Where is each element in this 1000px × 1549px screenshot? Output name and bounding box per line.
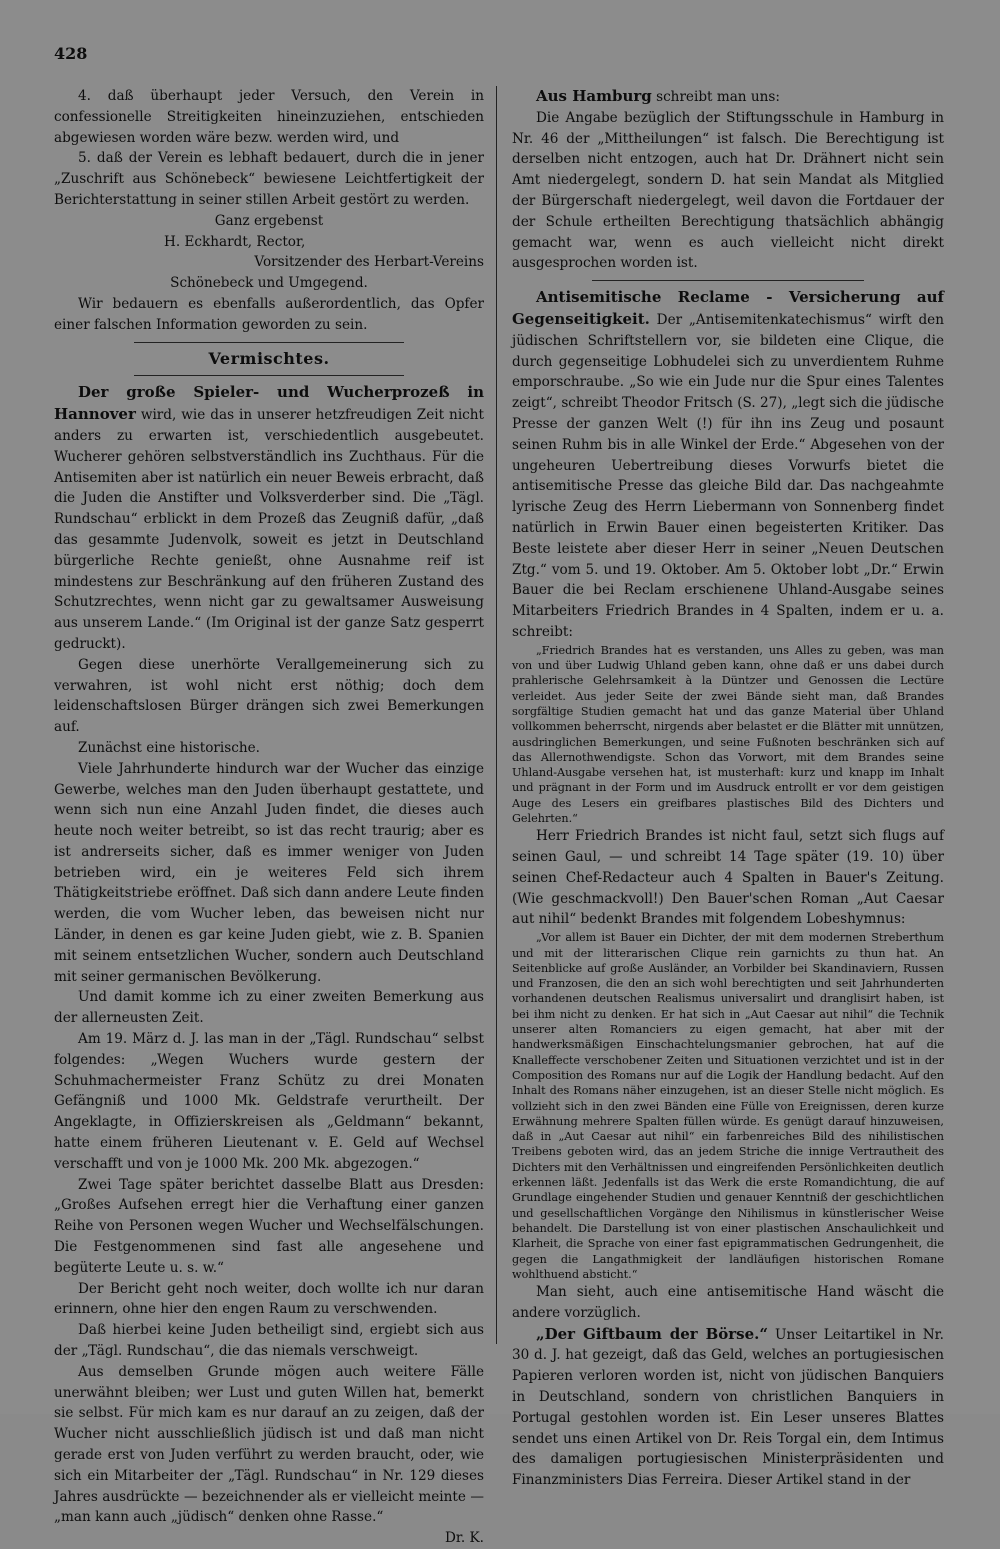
article-paragraph-8: Der Bericht geht noch weiter, doch wollte ich nur daran erinnern, ohne hier den engen Raum zu verschwenden. xyxy=(54,1280,484,1318)
giftbaum-body: Unser Leitartikel in Nr. 30 d. J. hat gezeigt, daß das Geld, welches an portugiesischen Papieren verloren worden ist, nicht von jüdischen Banquiers in Deutschland, sondern von christlichen Banquiers in Portugal gestohlen worden ist. Ein Leser unseres Blattes sendet uns einen Artikel von Dr. Reis Torgal ein, dem Intimus des damaligen portugiesischen Ministerpräsidenten und Finanzministers Dias Ferreira. Dieser Artikel stand in der xyxy=(512,1326,944,1489)
reclame-headline: Antisemitische Reclame - Versicherung auf Gegenseitigkeit. xyxy=(512,288,944,328)
hamburg-body: Die Angabe bezüglich der Stiftungsschule in Hamburg in Nr. 46 der „Mittheilungen“ ist falsch. Die Berechtigung ist derselben nicht entzogen, auch hat Dr. Drähnert nicht sein Amt niedergelegt, sondern D. hat sein Mandat als Mitglied der Bürgerschaft niedergelegt, weil davon die Fortdauer der der Schule ertheilten Berechtigung thatsächlich abhängig gemacht war, wenn es auch vielleicht nicht direkt ausgesprochen worden ist. xyxy=(512,109,944,272)
signature-greeting: Ganz ergebenst xyxy=(214,212,324,229)
right-column xyxy=(512,86,944,1491)
article-paragraph-5: Und damit komme ich zu einer zweiten Bemerkung aus der allerneusten Zeit. xyxy=(54,989,484,1027)
article-headline: Der große Spieler- und Wucherprozeß in Hannover xyxy=(54,383,484,424)
point-5-paragraph: 5. daß der Verein es lebhaft bedauert, durch die in jener „Zuschrift aus Schönebeck“ bewiesene Leichtfertigkeit der Berichterstattung in seiner stillen Arbeit gestört zu werden. xyxy=(54,150,484,208)
article-paragraph-6: Am 19. März d. J. las man in der „Tägl. Rundschau“ selbst folgendes: „Wegen Wuchers wurde gestern der Schuhmachermeister Franz Schütz zu drei Monaten Gefängniß und 1000 Mk. Geldstrafe verurtheilt. Der Angeklagte, in Offizierskreisen als „Geldmann“ bekannt, hatte einem früheren Lieutenant v. E. Geld auf Wechsel verschafft und von je 1000 Mk. 200 Mk. abgezogen.“ xyxy=(54,1031,484,1172)
giftbaum-headline: „Der Giftbaum der Börse.“ xyxy=(536,1324,769,1343)
quote-roman: „Vor allem ist Bauer ein Dichter, der mit dem modernen Streberthum und mit der litterarischen Clique rein garnichts zu thun hat. An Seitenblicke auf große Ausländer, an Vorbilder bei Skandinaviern, Russen und Franzosen, die den an sich wohl berechtigten und seit Jahrhunderten vorhandenen deutschen Realismus universalirt und dranglisirt haben, ist bei ihm nicht zu denken. Er hat sich in „Aut Caesar aut nihil“ die Technik unserer alten Romanciers zu eigen gemacht, hat aber mit der handwerksmäßigen Einschachtelungsmanier gebrochen, hat auf die Knalleffecte verschobener Zeiten und Situationen verzichtet und ist in der Composition des Romans nur auf die Logik der Handlung bedacht. Auf den Inhalt des Romans näher einzugehen, ist an dieser Stelle nicht möglich. Es vollzieht sich in den zwei Bänden eine Fülle von Ereignissen, deren kurze Erwähnung mehrere Spalten füllen würde. Es genügt darauf hinzuweisen, daß in „Aut Caesar aut nihil“ ein farbenreiches Bild des nihilistischen Treibens geboten wird, das an jedem Striche die innige Vertrautheit des Dichters mit den Verhältnissen und eingreifenden Persönlichkeiten deutlich erkennen läßt. Jedenfalls ist das Werk die erste Romandichtung, die auf Grundlage eingehender Studien und genauer Kenntniß der geschichtlichen und gesellschaftlichen Vorgänge den Nihilismus in künstlerischer Weise behandelt. Die Darstellung ist von einer plastischen Anschaulichkeit und Klarheit, die Sprache von einer fast epigrammatischen Gedrungenheit, die gegen die Langathmigkeit der landläufigen historischen Romane wohlthuend absticht.“ xyxy=(512,931,944,1281)
article-divider xyxy=(592,280,864,281)
signature-role: Vorsitzender des Herbart-Vereins xyxy=(254,254,484,271)
reclame-body: Der „Antisemitenkatechismus“ wirft den jüdischen Schriftstellern vor, sie bildeten eine Clique, die durch gegenseitige Lobhudelei sich zu unverdientem Ruhme emporschraube. „So wie ein Jude nur die Spur eines Talentes zeigt“, schreibt Theodor Fritsch (S. 27), „legt sich die jüdische Presse der ganzen Welt (!) für ihn ins Zeug und posaunt seinen Ruhm bis in alle Winkel der Erde.“ Abgesehen von der ungeheuren Uebertreibung dieses Vorwurfs bietet die antisemitische Presse das gleiche Bild dar. Das nachgeahmte lyrische Zeug des Herrn Liebermann von Sonnenberg findet natürlich in Erwin Bauer einen begeisterten Kritiker. Das Beste leistete aber dieser Herr in seiner „Neuen Deutschen Ztg.“ vom 5. und 19. Oktober. Am 5. Oktober lobt „Dr.“ Erwin Bauer die bei Reclam erschienene Uhland-Ausgabe seines Mitarbeiters Friedrich Brandes in 4 Spalten, indem er u. a. schreibt: xyxy=(512,311,944,640)
article-paragraph-10: Aus demselben Grunde mögen auch weitere Fälle unerwähnt bleiben; wer Lust und guten Willen hat, bemerkt sie selbst. Für mich kam es nur darauf an zu zeigen, daß der Wucher nicht ausschließlich jüdisch ist und daß man nicht gerade erst von Juden verführt zu werden braucht, oder, wie sich ein Mitarbeiter der „Tägl. Rundschau“ in Nr. 129 dieses Jahres ausdrückte — bezeichnender als er vielleicht meinte — „man kann auch „jüdisch“ denken ohne Rasse.“ xyxy=(54,1363,484,1526)
section-divider-lower xyxy=(134,375,404,376)
section-divider xyxy=(134,342,404,343)
article-paragraph-4: Viele Jahrhunderte hindurch war der Wucher das einzige Gewerbe, welches man den Juden überhaupt gestattete, und wenn sich nun eine Anzahl Juden findet, die dieses auch heute noch weiter betreibt, so ist das recht traurig; aber es ist andrerseits sicher, daß es immer weniger von Juden betrieben wird, ein je weiteres Feld sich ihrem Thätigkeitstriebe eröffnet. Daß sich dann andere Leute finden werden, die vom Wucher leben, das beweisen nicht nur Länder, in denen es gar keine Juden giebt, wie z. B. Spanien mit seinem entsetzlichen Wucher, sondern auch Deutschland mit seiner germanischen Bevölkerung. xyxy=(54,760,484,985)
article-author: Dr. K. xyxy=(444,1530,484,1547)
article-paragraph-7: Zwei Tage später berichtet dasselbe Blatt aus Dresden: „Großes Aufsehen erregt hier die Verhaftung einer ganzen Reihe von Personen wegen Wucher und Wechselfälschungen. Die Festgenommenen sind fast alle angesehene und begüterte Leute u. s. w.“ xyxy=(54,1176,484,1276)
article-paragraph-9: Daß hierbei keine Juden betheiligt sind, ergiebt sich aus der „Tägl. Rundschau“, die das niemals verschweigt. xyxy=(54,1322,484,1360)
quote-uhland: „Friedrich Brandes hat es verstanden, uns Alles zu geben, was man von und über Ludwig Uhland geben kann, ohne daß er uns dabei durch prahlerische Gelehrsamkeit à la Düntzer und Genossen die Lectüre verleidet. Aus jeder Seite der zwei Bände sieht man, daß Brandes sorgfältige Studien gemacht hat und das ganze Material über Uhland vollkommen beherrscht, nirgends aber belastet er die Blätter mit unnützen, ausdringlichen Bemerkungen, und seine Fußnoten beschränken sich auf das Allernothwendigste. Schon das Vorwort, mit dem Brandes seine Uhland-Ausgabe versehen hat, ist musterhaft: kurz und knapp im Inhalt und prägnant in der Form und im Ausdruck entrollt er vor dem geistigen Auge des Lesers ein greifbares plastisches Bild des Dichters und Gelehrten.“ xyxy=(512,643,944,825)
article-paragraph-2: Gegen diese unerhörte Verallgemeinerung sich zu verwahren, ist wohl nicht erst nöthig; doch dem leidenschaftslosen Bürger drängen sich zwei Bemerkungen auf. xyxy=(54,656,484,736)
point-4-paragraph: 4. daß überhaupt jeder Versuch, den Verein in confessionelle Streitigkeiten hineinzuziehen, entschieden abgewiesen worden wäre bezw. werden wird, und xyxy=(54,88,484,146)
brandes-paragraph: Herr Friedrich Brandes ist nicht faul, setzt sich flugs auf seinen Gaul, — und schreibt 14 Tage später (19. 10) über seinen Chef-Redacteur auch 4 Spalten in Bauer's Zeitung. (Wie geschmackvoll!) Den Bauer'schen Roman „Aut Caesar aut nihil“ bedenkt Brandes mit folgendem Lobeshymnus: xyxy=(512,828,944,928)
signature-place: Schönebeck und Umgegend. xyxy=(170,275,368,292)
hamburg-intro: schreibt man uns: xyxy=(656,89,780,105)
page-number: 428 xyxy=(54,44,88,63)
regret-paragraph: Wir bedauern es ebenfalls außerordentlich, das Opfer einer falschen Information geworden zu sein. xyxy=(54,295,484,333)
article-paragraph-1: wird, wie das in unserer hetzfreudigen Zeit nicht anders zu erwarten ist, verschiedentlich ausgebeutet. Wucherer gehören selbstverständlich ins Zuchthaus. Für die Antisemiten aber ist natürlich ein neuer Beweis erbracht, daß die Juden die Anstifter und Volksverderber sind. Die „Tägl. Rundschau“ erblickt in dem Prozeß das Zeugniß dafür, „daß das gesammte Judenvolk, soweit es jetzt in Deutschland bürgerliche Rechte genießt, ohne Ausnahme reif ist mindestens zur Beschränkung auf den früheren Zustand des Schutzrechtes, wenn nicht gar zu gewaltsamer Ausweisung aus unserem Lande.“ (Im Original ist der ganze Satz gesperrt gedruckt). xyxy=(54,407,484,652)
article-paragraph-3: Zunächst eine historische. xyxy=(78,739,260,756)
signature-name: H. Eckhardt, Rector, xyxy=(164,233,306,250)
left-column xyxy=(54,86,484,1549)
section-title: Vermischtes. xyxy=(208,348,330,368)
column-rule xyxy=(496,86,497,1344)
hamburg-headline: Aus Hamburg xyxy=(536,87,652,105)
hand-paragraph: Man sieht, auch eine antisemitische Hand wäscht die andere vorzüglich. xyxy=(512,1284,944,1321)
